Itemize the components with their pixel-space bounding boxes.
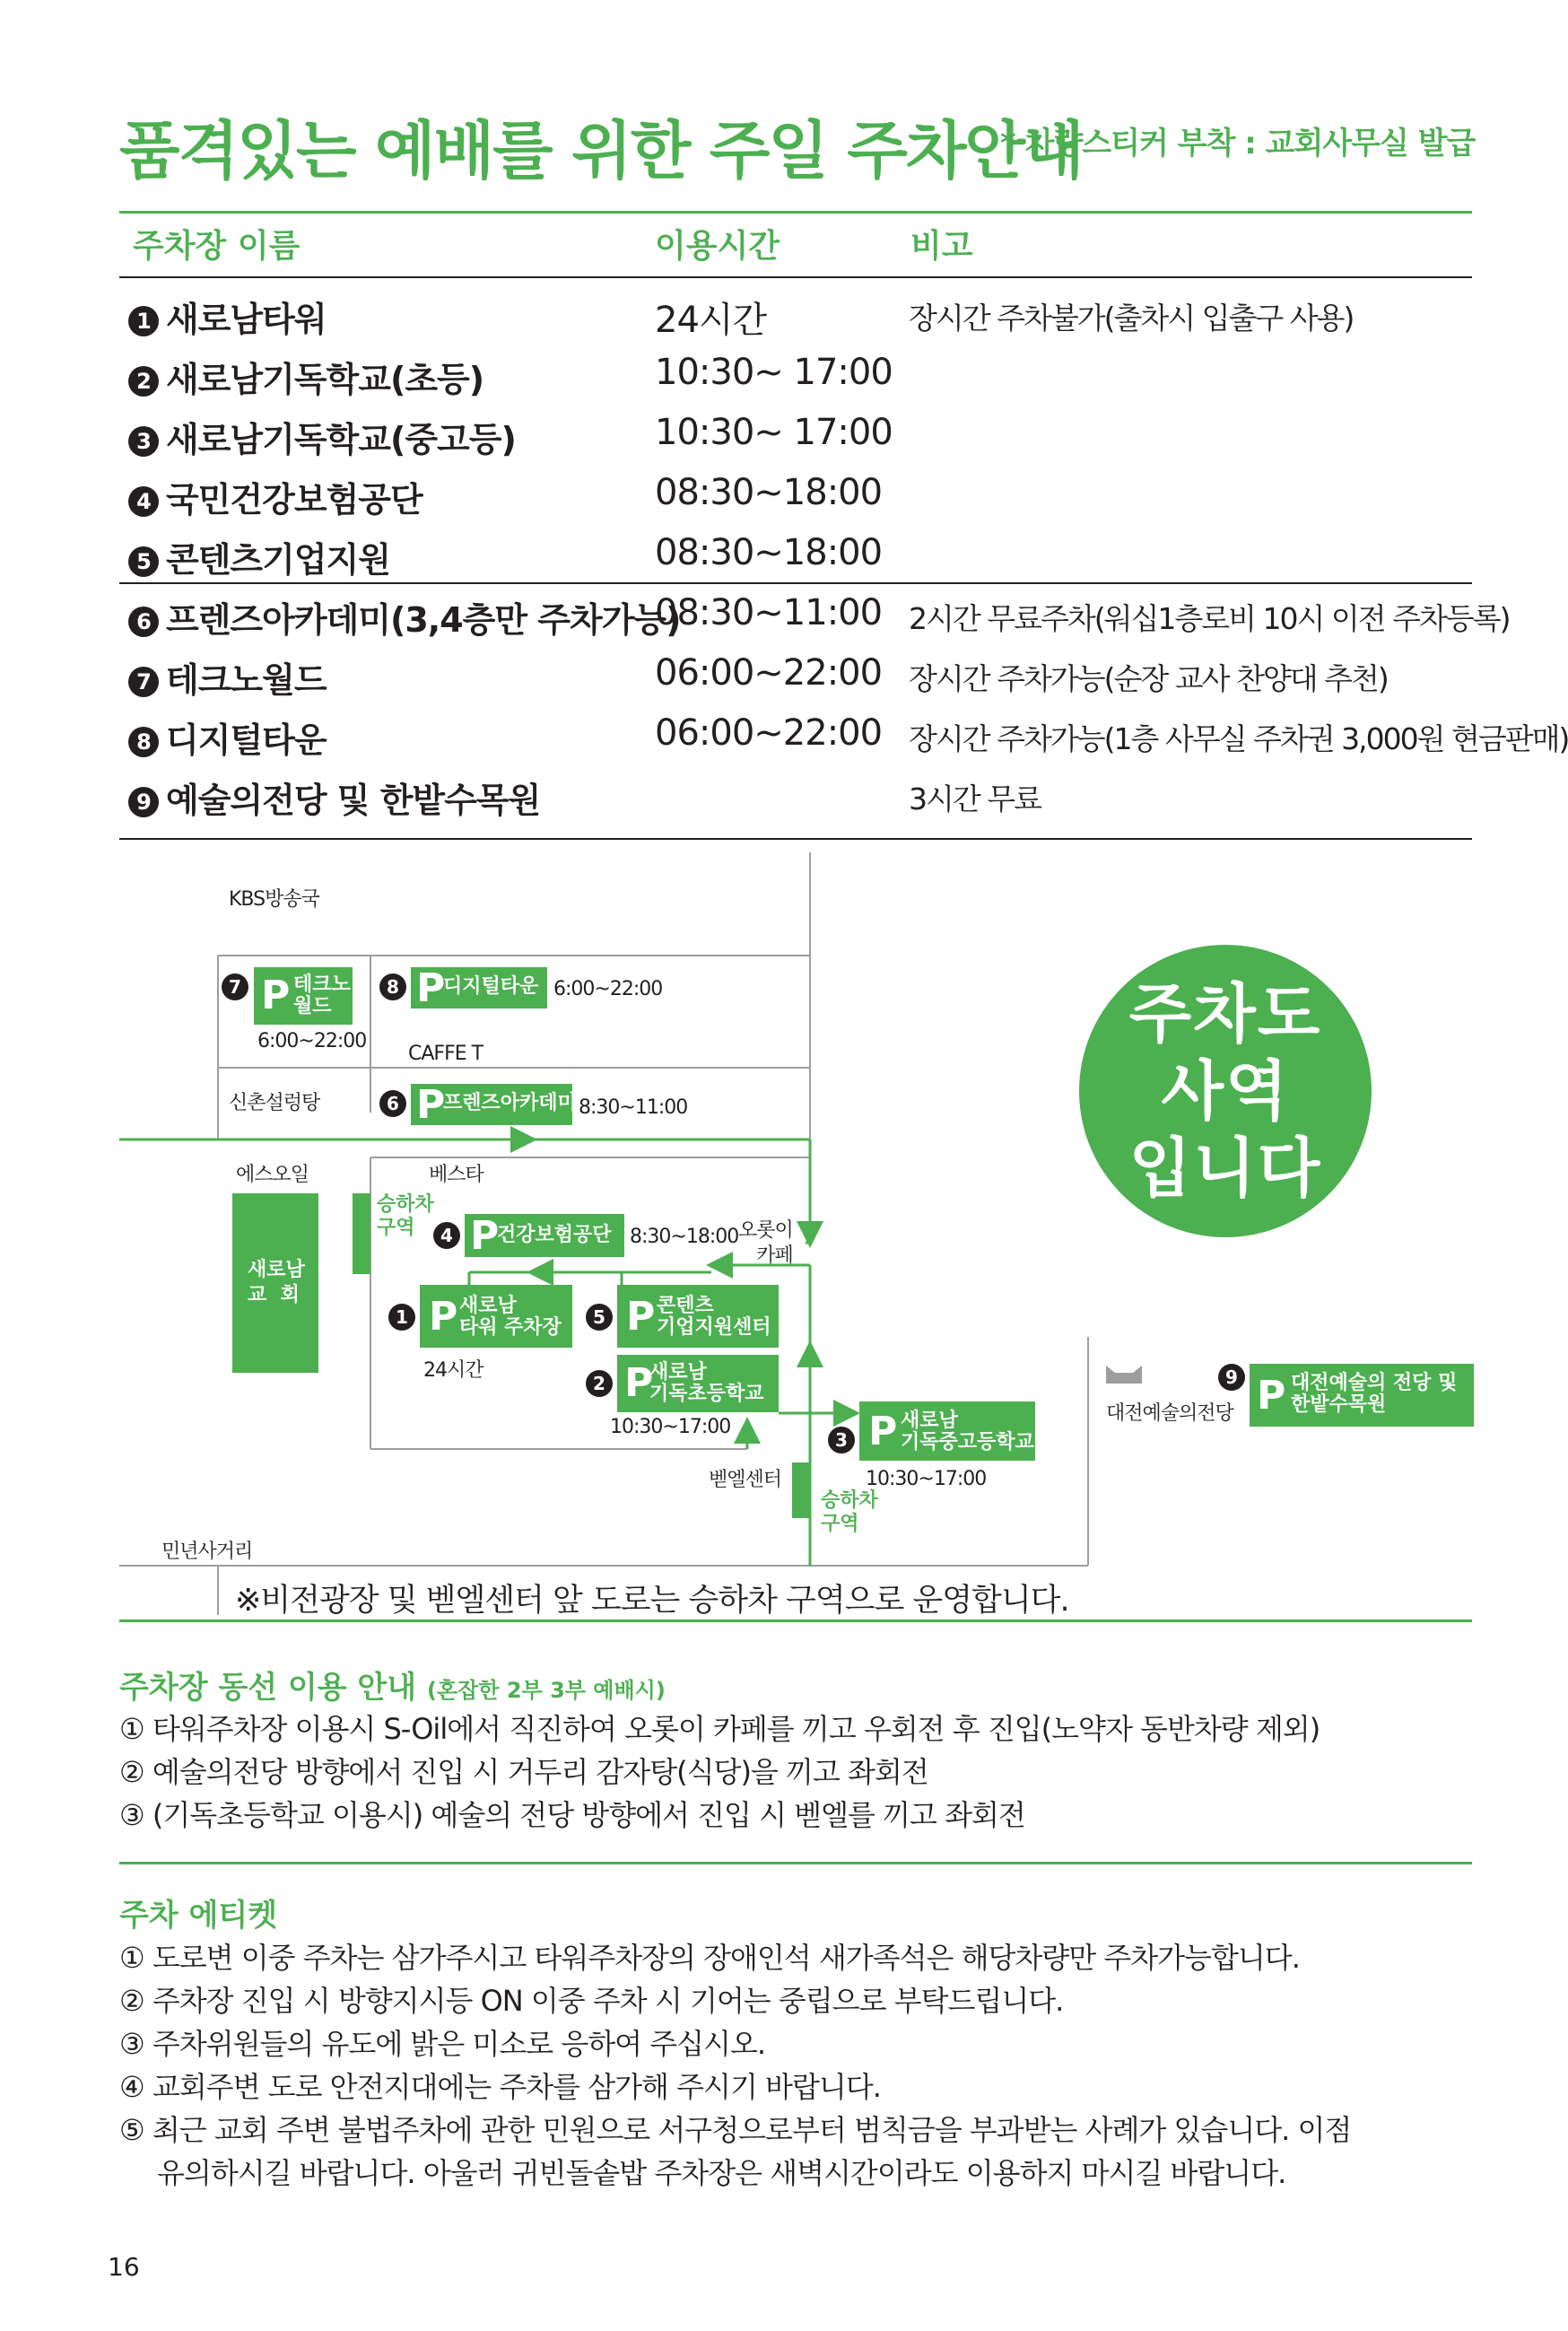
parking-icon: P bbox=[416, 965, 446, 1011]
etiquette-item: ⑤ 최근 교회 주변 불법주차에 관한 민원으로 서구청으로부터 범칙금을 부과받는 사례가 있습니다. 이점 bbox=[119, 2113, 1352, 2147]
table-row bbox=[119, 712, 1568, 772]
lot-hours: 08:30~18:00 bbox=[655, 472, 883, 513]
church-building bbox=[232, 1193, 318, 1373]
map-routes bbox=[119, 1139, 855, 1566]
dropoff-zone-2-label: 승하차 구역 bbox=[821, 1489, 878, 1535]
lot-6-box bbox=[411, 1082, 577, 1128]
table-top-rule bbox=[119, 211, 1472, 214]
lot-hours: 10:30~ 17:00 bbox=[655, 352, 893, 393]
lot-number-badge: 8 bbox=[128, 727, 159, 757]
page-number: 16 bbox=[108, 2252, 140, 2282]
lot-name-text: 새로남기독학교(중고등) bbox=[166, 420, 516, 459]
lot-name bbox=[128, 532, 390, 581]
lot-hours: 10:30~ 17:00 bbox=[655, 412, 893, 453]
lot-3-hours: 10:30~17:00 bbox=[866, 1468, 987, 1490]
etiquette-top-rule bbox=[119, 1862, 1472, 1864]
dropoff-zone-2 bbox=[792, 1462, 810, 1518]
lot-6-name: 프렌즈아카데미 bbox=[443, 1092, 577, 1114]
dropoff-zone-1-label: 승하차 구역 bbox=[377, 1193, 434, 1239]
lot-3-name: 새로남 기독중고등학교 bbox=[901, 1410, 1034, 1454]
map-label-concert-hall: 대전예술의전당 bbox=[1106, 1402, 1233, 1425]
route-item: ③ (기독초등학교 이용시) 예술의 전당 방향에서 진입 시 벧엘를 끼고 좌회전 bbox=[119, 1798, 1025, 1832]
lot-8-box bbox=[411, 965, 547, 1011]
lot-7-hours: 6:00~22:00 bbox=[257, 1030, 367, 1052]
church-label: 새로남 교 회 bbox=[248, 1259, 305, 1306]
header-rule bbox=[119, 276, 1472, 278]
lot-note: 2시간 무료주차(워십1층로비 10시 이전 주차등록) bbox=[909, 601, 1510, 636]
map-label-soil: 에스오일 bbox=[236, 1164, 309, 1186]
badge-line-3: 입니다 bbox=[1128, 1131, 1322, 1206]
lot-name-text: 테크노월드 bbox=[166, 660, 327, 700]
map-label-bethel: 벧엘센터 bbox=[709, 1469, 782, 1491]
route-section-title bbox=[119, 1663, 666, 1707]
lot-4-name: 건강보험공단 bbox=[497, 1224, 612, 1246]
table-row bbox=[119, 592, 1510, 651]
lot-7-number: 7 bbox=[222, 973, 248, 1000]
lot-name bbox=[128, 592, 681, 642]
map-label-minyeon: 민년사거리 bbox=[161, 1541, 253, 1563]
lot-number-badge: 2 bbox=[128, 366, 159, 397]
lot-note: 3시간 무료 bbox=[909, 781, 1041, 816]
lot-3-number: 3 bbox=[828, 1427, 855, 1454]
lot-2-box bbox=[617, 1355, 779, 1412]
lot-name bbox=[128, 773, 540, 822]
lot-name-text: 예술의전당 및 한밭수목원 bbox=[166, 781, 541, 820]
lot-note: 장시간 주차불가(출차시 입출구 사용) bbox=[909, 301, 1354, 336]
lot-number-badge: 1 bbox=[128, 306, 159, 336]
sticker-note: * 차량스티커 부착 : 교회사무실 발급 bbox=[1000, 126, 1476, 162]
lot-9-number: 9 bbox=[1218, 1364, 1245, 1391]
parking-icon: P bbox=[868, 1409, 898, 1454]
lot-number-badge: 7 bbox=[128, 667, 159, 697]
lot-6-hours: 8:30~11:00 bbox=[579, 1096, 688, 1119]
lot-number-badge: 6 bbox=[128, 607, 159, 637]
map-bottom-rule bbox=[119, 1619, 1472, 1622]
map-label-cafe: 오롯이 카페 bbox=[738, 1219, 793, 1267]
lot-hours: 24시간 bbox=[655, 300, 767, 341]
lot-name bbox=[128, 472, 422, 521]
etiquette-item: ① 도로변 이중 주차는 삼가주시고 타워주차장의 장애인석 새가족석은 해당차량만 주차가능합니다. bbox=[119, 1941, 1300, 1975]
lot-3-box bbox=[859, 1401, 1035, 1461]
table-row bbox=[119, 652, 1474, 712]
dropoff-zone-1 bbox=[353, 1193, 370, 1274]
parking-icon: P bbox=[624, 1360, 654, 1406]
page-title: 품격있는 예배를 위한 주일 주차안내 bbox=[119, 114, 1083, 188]
etiquette-item: ④ 교회주변 도로 안전지대에는 주차를 삼가해 주시기 바랍니다. bbox=[119, 2070, 881, 2104]
lot-note: 장시간 주차가능(1층 사무실 주차권 3,000원 현금판매) bbox=[909, 721, 1568, 756]
route-item: ① 타워주차장 이용시 S-Oil에서 직진하여 오롯이 카페를 끼고 우회전 후 진입(노약자 동반차량 제외) bbox=[119, 1712, 1320, 1746]
lot-name-text: 새로남기독학교(초등) bbox=[166, 360, 484, 399]
table-row bbox=[119, 352, 1474, 411]
parking-ministry-badge bbox=[1079, 945, 1372, 1237]
concert-hall-icon bbox=[1106, 1366, 1142, 1384]
badge-line-2: 사역 bbox=[1161, 1053, 1290, 1129]
etiquette-item: 유의하시길 바랍니다. 아울러 귀빈돌솥밥 주차장은 새벽시간이라도 이용하지 마시길 바랍니다. bbox=[157, 2156, 1286, 2190]
lot-hours: 06:00~22:00 bbox=[655, 712, 883, 754]
lot-number-badge: 9 bbox=[128, 787, 159, 817]
lot-2-name: 새로남 기독초등학교 bbox=[649, 1361, 764, 1405]
lot-4-box bbox=[465, 1214, 624, 1257]
map-label-sinchon: 신촌설렁탕 bbox=[229, 1092, 320, 1114]
lot-name bbox=[128, 292, 327, 341]
lot-6-number: 6 bbox=[379, 1090, 406, 1117]
lot-1-number: 1 bbox=[388, 1304, 415, 1331]
lot-name bbox=[128, 652, 327, 702]
etiquette-item: ② 주차장 진입 시 방향지시등 ON 이중 주차 시 기어는 중립으로 부탁드립니다. bbox=[119, 1984, 1064, 2018]
table-mid-rule bbox=[119, 582, 1472, 584]
lot-name-text: 프렌즈아카데미(3,4층만 주차가능) bbox=[166, 600, 681, 640]
lot-5-box bbox=[617, 1285, 779, 1348]
parking-icon: P bbox=[626, 1294, 656, 1340]
etiquette-title: 주차 에티켓 bbox=[119, 1898, 278, 1934]
lot-name bbox=[128, 712, 327, 762]
route-title: 주차장 동선 이용 안내 bbox=[119, 1670, 417, 1706]
lot-2-number: 2 bbox=[586, 1370, 613, 1397]
parking-icon: P bbox=[470, 1213, 500, 1259]
table-bottom-rule bbox=[119, 838, 1472, 840]
lot-number-badge: 3 bbox=[128, 426, 159, 457]
lot-7-name: 테크노 월드 bbox=[293, 973, 351, 1017]
lot-4-hours: 8:30~18:00 bbox=[630, 1226, 739, 1248]
etiquette-item: ③ 주차위원들의 유도에 밝은 미소로 응하여 주십시오. bbox=[119, 2027, 766, 2061]
header-hours: 이용시간 bbox=[655, 228, 780, 265]
table-row bbox=[119, 773, 1474, 832]
map-label-vesta: 베스타 bbox=[429, 1164, 483, 1186]
lot-1-name: 새로남 타워 주차장 bbox=[459, 1295, 562, 1339]
map-label-caffe-t: CAFFE T bbox=[408, 1043, 483, 1065]
lot-name-text: 콘텐츠기업지원 bbox=[166, 540, 390, 580]
map-note: ※비전광장 및 벧엘센터 앞 도로는 승하차 구역으로 운영합니다. bbox=[235, 1583, 1069, 1619]
lot-hours: 08:30~18:00 bbox=[655, 532, 883, 573]
lot-hours: 06:00~22:00 bbox=[655, 652, 883, 694]
route-item: ② 예술의전당 방향에서 진입 시 거두리 감자탕(식당)을 끼고 좌회전 bbox=[119, 1755, 928, 1789]
table-row bbox=[119, 472, 1474, 531]
lot-1-hours: 24시간 bbox=[423, 1359, 483, 1382]
lot-9-box bbox=[1250, 1364, 1474, 1427]
lot-1-box bbox=[420, 1285, 572, 1348]
lot-hours: 08:30~11:00 bbox=[655, 592, 883, 633]
lot-number-badge: 4 bbox=[128, 486, 159, 517]
header-name: 주차장 이름 bbox=[133, 228, 301, 265]
lot-name-text: 국민건강보험공단 bbox=[166, 480, 422, 519]
parking-icon: P bbox=[429, 1294, 458, 1340]
lot-name bbox=[128, 412, 516, 461]
map-label-kbs: KBS방송국 bbox=[229, 888, 319, 911]
lot-8-number: 8 bbox=[379, 973, 406, 1000]
parking-icon: P bbox=[416, 1082, 446, 1128]
table-row bbox=[119, 292, 1474, 351]
lot-8-hours: 6:00~22:00 bbox=[553, 978, 663, 1000]
parking-icon: P bbox=[261, 973, 291, 1018]
lot-9-name: 대전예술의 전당 및 한밭수목원 bbox=[1291, 1372, 1458, 1416]
table-row bbox=[119, 412, 1474, 471]
lot-5-number: 5 bbox=[586, 1304, 613, 1331]
lot-2-hours: 10:30~17:00 bbox=[610, 1416, 731, 1438]
parking-icon: P bbox=[1257, 1373, 1286, 1419]
lot-4-number: 4 bbox=[433, 1222, 460, 1249]
lot-name bbox=[128, 352, 483, 401]
route-subtitle: (혼잡한 2부 3부 예배시) bbox=[426, 1678, 666, 1703]
lot-note: 장시간 주차가능(순장 교사 찬양대 추천) bbox=[909, 661, 1388, 696]
lot-5-name: 콘텐츠 기업지원센터 bbox=[657, 1295, 771, 1339]
lot-number-badge: 5 bbox=[128, 546, 159, 577]
lot-name-text: 새로남타워 bbox=[166, 300, 327, 339]
header-note: 비고 bbox=[910, 228, 973, 265]
lot-name-text: 디지털타운 bbox=[166, 720, 327, 760]
lot-8-name: 디지털타운 bbox=[443, 975, 539, 998]
badge-line-1: 주차도 bbox=[1128, 976, 1322, 1052]
lot-7-box bbox=[254, 967, 353, 1025]
